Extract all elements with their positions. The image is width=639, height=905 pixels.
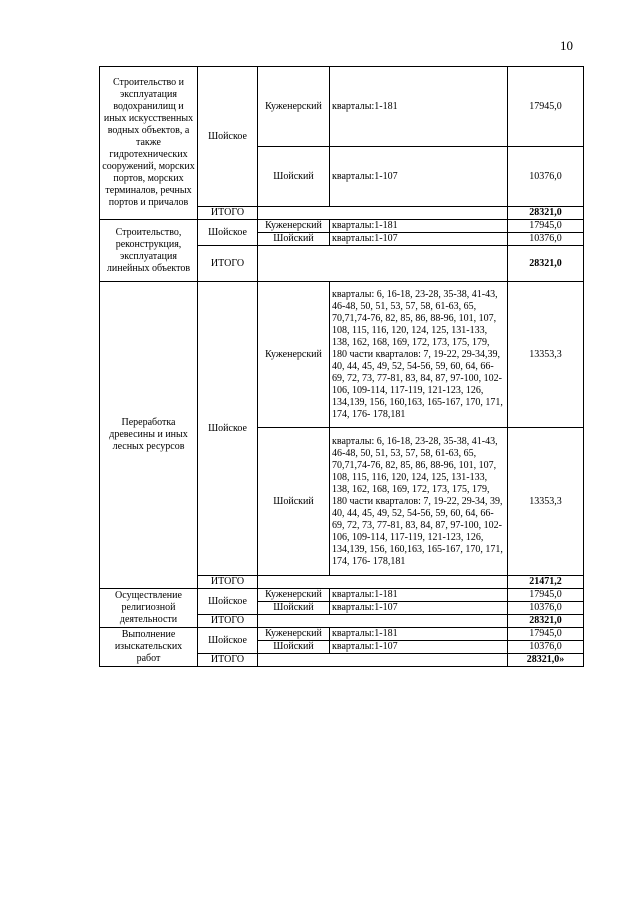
forestry-cell: Шойское [198, 628, 258, 654]
quarters-cell: кварталы:1-107 [330, 147, 508, 207]
itogo-label: ИТОГО [198, 246, 258, 282]
activity-cell: Переработка древесины и иных лесных ресурсов [100, 282, 198, 589]
volume-cell: 10376,0 [508, 602, 584, 615]
total-value: 28321,0» [508, 654, 584, 667]
total-value: 21471,2 [508, 576, 584, 589]
division-cell: Куженерский [258, 589, 330, 602]
quarters-cell: кварталы:1-107 [330, 641, 508, 654]
itogo-label: ИТОГО [198, 207, 258, 220]
volume-cell: 10376,0 [508, 641, 584, 654]
activity-cell: Осуществление религиозной деятельности [100, 589, 198, 628]
volume-cell: 13353,3 [508, 282, 584, 428]
volume-cell: 17945,0 [508, 220, 584, 233]
division-cell: Шойский [258, 147, 330, 207]
activity-cell: Строительство и эксплуатация водохранилищ и иных искусственных водных объектов, а также гидротехнических сооружений, морских портов, морских терминалов, речных портов и причалов [100, 67, 198, 220]
division-cell: Шойский [258, 641, 330, 654]
quarters-cell: кварталы:1-181 [330, 628, 508, 641]
forestry-cell: Шойское [198, 282, 258, 576]
volume-cell: 17945,0 [508, 67, 584, 147]
forestry-cell: Шойское [198, 220, 258, 246]
table-row [100, 282, 584, 428]
total-value: 28321,0 [508, 615, 584, 628]
division-cell: Шойский [258, 428, 330, 576]
division-cell: Куженерский [258, 628, 330, 641]
table-row [100, 67, 584, 147]
volume-cell: 10376,0 [508, 233, 584, 246]
forest-use-table [99, 66, 584, 667]
forestry-cell: Шойское [198, 67, 258, 207]
table-row [100, 589, 584, 602]
division-cell: Куженерский [258, 220, 330, 233]
volume-cell: 10376,0 [508, 147, 584, 207]
quarters-cell: кварталы: 6, 16-18, 23-28, 35-38, 41-43, 46-48, 50, 51, 53, 57, 58, 61-63, 65, 70,71,74-76, 82, 85, 86, 88-96, 101, 107, 108, 115, 116, 120, 124, 125, 131-133, 138, 162, 168, 169, 172, 173, 175, 179, 180 части кварталов: 7, 19-22, 29-34,39, 40, 44, 45, 49, 52, 54-56, 59, 60, 64, 66-69, 72, 73, 77-81, 83, 84, 87, 97-100, 102-106, 109-114, 117-119, 121-123, 126, 134,139, 156, 160,163, 165-167, 170, 171, 174, 176- 178,181 [330, 282, 508, 428]
itogo-label: ИТОГО [198, 615, 258, 628]
quarters-cell: кварталы: 6, 16-18, 23-28, 35-38, 41-43, 46-48, 50, 51, 53, 57, 58, 61-63, 65, 70,71,74-76, 82, 85, 86, 88-96, 101, 107, 108, 115, 116, 120, 124, 125, 131-133, 138, 162, 168, 169, 172, 173, 175, 179, 180 части кварталов: 7, 19-22, 29-34, 39, 40, 44, 45, 49, 52, 54-56, 59, 60, 64, 66-69, 72, 73, 77-81, 83, 84, 87, 97-100, 102-106, 109-114, 117-119, 121-123, 126, 134,139, 156, 160,163, 165-167, 170, 171, 174, 176- 178,181 [330, 428, 508, 576]
quarters-cell: кварталы:1-181 [330, 67, 508, 147]
volume-cell: 17945,0 [508, 589, 584, 602]
quarters-cell: кварталы:1-107 [330, 233, 508, 246]
quarters-cell: кварталы:1-181 [330, 589, 508, 602]
table-row [100, 628, 584, 641]
quarters-cell: кварталы:1-181 [330, 220, 508, 233]
total-value: 28321,0 [508, 246, 584, 282]
volume-cell: 17945,0 [508, 628, 584, 641]
division-cell: Куженерский [258, 282, 330, 428]
division-cell: Куженерский [258, 67, 330, 147]
itogo-label: ИТОГО [198, 654, 258, 667]
activity-cell: Строительство, реконструкция, эксплуатация линейных объектов [100, 220, 198, 282]
forestry-cell: Шойское [198, 589, 258, 615]
total-value: 28321,0 [508, 207, 584, 220]
itogo-label: ИТОГО [198, 576, 258, 589]
table-row [100, 220, 584, 233]
quarters-cell: кварталы:1-107 [330, 602, 508, 615]
division-cell: Шойский [258, 233, 330, 246]
division-cell: Шойский [258, 602, 330, 615]
volume-cell: 13353,3 [508, 428, 584, 576]
activity-cell: Выполнение изыскательских работ [100, 628, 198, 667]
page-number: 10 [560, 38, 573, 53]
